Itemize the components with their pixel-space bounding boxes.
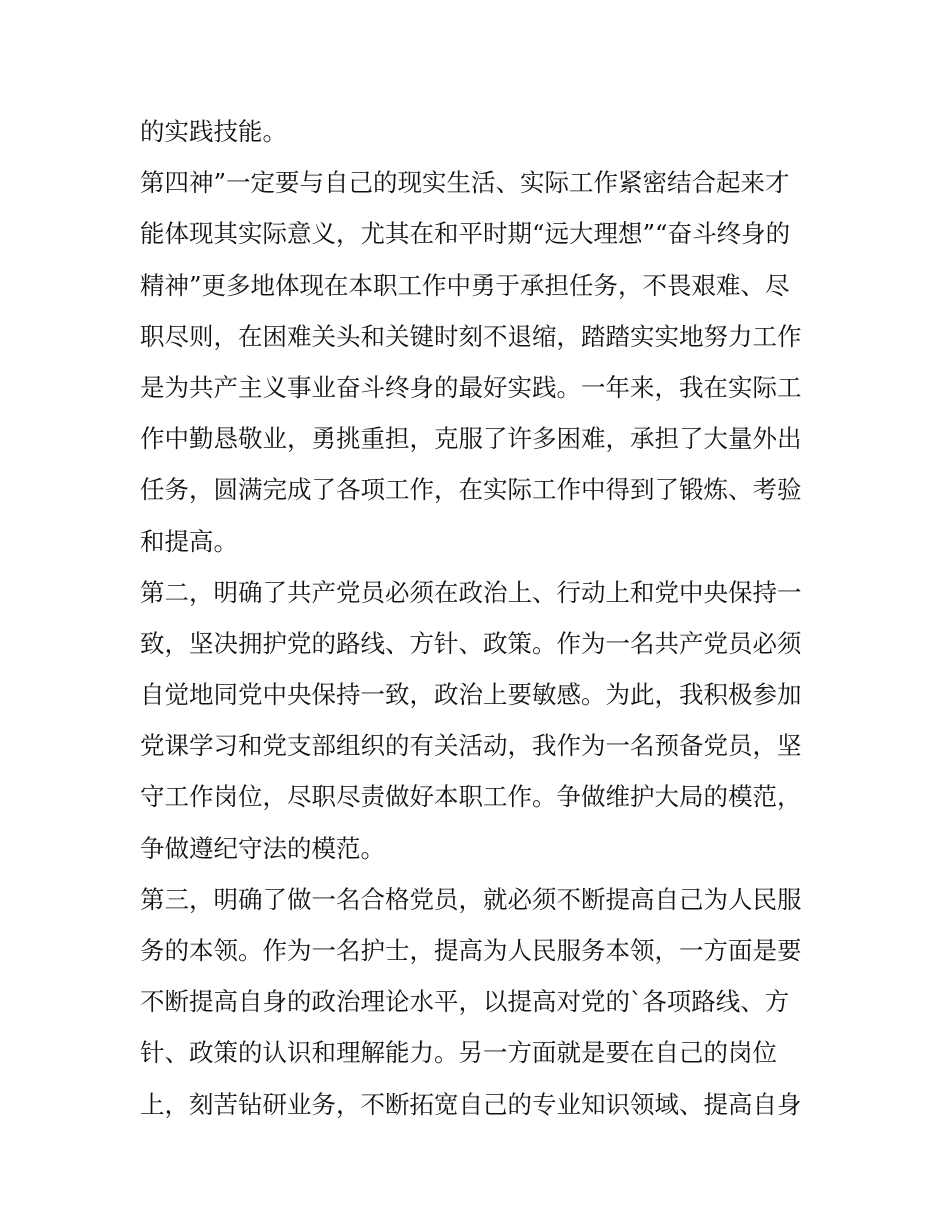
- document-body: [140, 106, 820, 1130]
- text-line: 精神”更多地体现在本职工作中勇于承担任务，不畏艰难、尽: [140, 270, 790, 300]
- text-line: 第四神”一定要与自己的现实生活、实际工作紧密结合起来才: [140, 168, 790, 198]
- text-line: 上，刻苦钻研业务，不断拓宽自己的专业知识领域、提高自身: [140, 1089, 802, 1119]
- text-line: 务的本领。作为一名护士，提高为人民服务本领，一方面是要: [140, 936, 802, 965]
- text-line: 致，坚决拥护党的路线、方针、政策。作为一名共产党员必须: [140, 628, 802, 658]
- text-line: 党课学习和党支部组织的有关活动，我作为一名预备党员，坚: [140, 731, 802, 761]
- text-line: 是为共产主义事业奋斗终身的最好实践。一年来，我在实际工: [140, 372, 802, 402]
- text-line: 任务，圆满完成了各项工作，在实际工作中得到了锻炼、考验: [140, 475, 802, 505]
- text-line: 的实践技能。: [140, 117, 287, 146]
- text-line: 作中勤恳敬业，勇挑重担，克服了许多困难，承担了大量外出: [140, 424, 802, 454]
- text-line: 能体现其实际意义，尤其在和平时期“远大理想”“奋斗终身的: [140, 219, 791, 249]
- text-line: 守工作岗位，尽职尽责做好本职工作。争做维护大局的模范，: [140, 782, 802, 812]
- text-line: 自觉地同党中央保持一致，政治上要敏感。为此，我积极参加: [140, 680, 802, 710]
- text-line: 职尽则，在困难关头和关键时刻不退缩，踏踏实实地努力工作: [140, 321, 802, 351]
- text-line: 第三，明确了做一名合格党员，就必须不断提高自己为人民服: [140, 884, 802, 914]
- text-line: 争做遵纪守法的模范。: [140, 833, 385, 863]
- text-line: 第二，明确了共产党员必须在政治上、行动上和党中央保持一: [140, 577, 802, 607]
- text-line: 针、政策的认识和理解能力。另一方面就是要在自己的岗位: [140, 1038, 777, 1068]
- text-line: 和提高。: [140, 526, 238, 556]
- text-line: 不断提高自身的政治理论水平，以提高对党的`各项路线、方: [140, 987, 790, 1017]
